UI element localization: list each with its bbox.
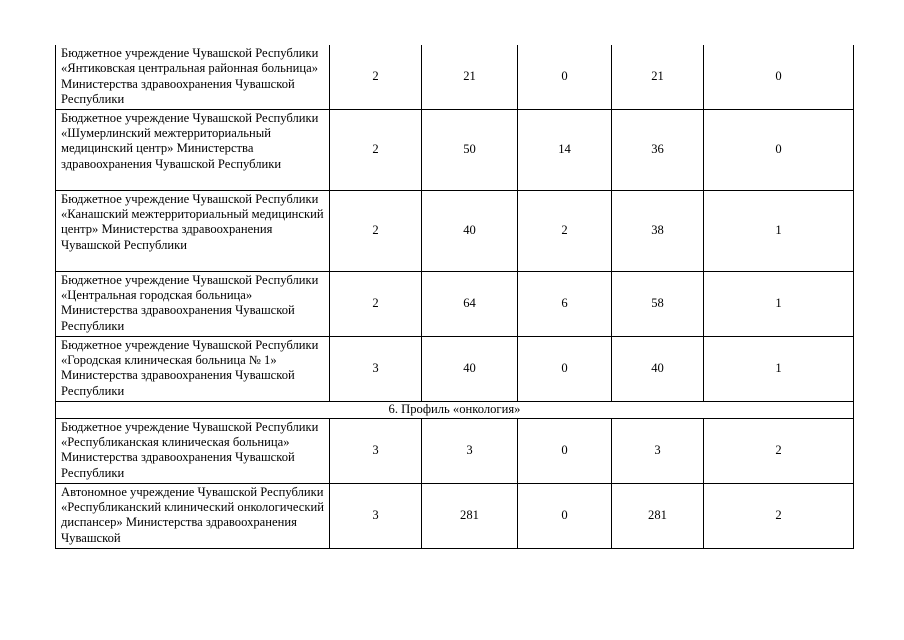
table-row bbox=[56, 271, 854, 336]
value-cell: 0 bbox=[518, 336, 612, 401]
organization-cell: Бюджетное учреждение Чувашской Республики «Центральная городская больница» Министерства здравоохранения Чувашской Республики bbox=[56, 271, 330, 336]
value-cell: 40 bbox=[612, 336, 704, 401]
value-cell: 64 bbox=[422, 271, 518, 336]
value-cell: 40 bbox=[422, 190, 518, 271]
table-row bbox=[56, 418, 854, 483]
table-row bbox=[56, 109, 854, 190]
value-cell: 1 bbox=[704, 336, 854, 401]
value-cell: 2 bbox=[518, 190, 612, 271]
table-row bbox=[56, 483, 854, 548]
organization-cell: Бюджетное учреждение Чувашской Республики «Республиканская клиническая больница» Министерства здравоохранения Чувашской Республики bbox=[56, 418, 330, 483]
value-cell: 2 bbox=[330, 109, 422, 190]
value-cell: 14 bbox=[518, 109, 612, 190]
value-cell: 6 bbox=[518, 271, 612, 336]
value-cell: 0 bbox=[704, 109, 854, 190]
organization-cell: Бюджетное учреждение Чувашской Республики «Шумерлинский межтерриториальный медицинский центр» Министерства здравоохранения Чувашской Республики bbox=[56, 109, 330, 190]
value-cell: 36 bbox=[612, 109, 704, 190]
value-cell: 50 bbox=[422, 109, 518, 190]
table-row bbox=[56, 190, 854, 271]
section-title: 6. Профиль «онкология» bbox=[56, 401, 854, 418]
table-row bbox=[56, 45, 854, 109]
page-table-container bbox=[55, 45, 853, 549]
value-cell: 58 bbox=[612, 271, 704, 336]
value-cell: 1 bbox=[704, 190, 854, 271]
value-cell: 3 bbox=[422, 418, 518, 483]
value-cell: 1 bbox=[704, 271, 854, 336]
value-cell: 3 bbox=[330, 483, 422, 548]
value-cell: 38 bbox=[612, 190, 704, 271]
value-cell: 2 bbox=[330, 271, 422, 336]
value-cell: 3 bbox=[612, 418, 704, 483]
value-cell: 0 bbox=[518, 483, 612, 548]
section-header-row bbox=[56, 401, 854, 418]
table-row bbox=[56, 336, 854, 401]
value-cell: 281 bbox=[612, 483, 704, 548]
organization-cell: Бюджетное учреждение Чувашской Республики «Янтиковская центральная районная больница» Министерства здравоохранения Чувашской Республики bbox=[56, 45, 330, 109]
value-cell: 0 bbox=[704, 45, 854, 109]
value-cell: 40 bbox=[422, 336, 518, 401]
value-cell: 2 bbox=[704, 418, 854, 483]
value-cell: 281 bbox=[422, 483, 518, 548]
hospital-beds-table bbox=[55, 45, 854, 549]
value-cell: 21 bbox=[422, 45, 518, 109]
organization-cell: Бюджетное учреждение Чувашской Республики «Городская клиническая больница № 1» Министерства здравоохранения Чувашской Республики bbox=[56, 336, 330, 401]
value-cell: 2 bbox=[704, 483, 854, 548]
organization-cell: Автономное учреждение Чувашской Республики «Республиканский клинический онкологический диспансер» Министерства здравоохранения Чувашской bbox=[56, 483, 330, 548]
value-cell: 21 bbox=[612, 45, 704, 109]
value-cell: 2 bbox=[330, 45, 422, 109]
value-cell: 3 bbox=[330, 336, 422, 401]
value-cell: 0 bbox=[518, 418, 612, 483]
value-cell: 3 bbox=[330, 418, 422, 483]
value-cell: 0 bbox=[518, 45, 612, 109]
value-cell: 2 bbox=[330, 190, 422, 271]
organization-cell: Бюджетное учреждение Чувашской Республики «Канашский межтерриториальный медицинский центр» Министерства здравоохранения Чувашской Республики bbox=[56, 190, 330, 271]
